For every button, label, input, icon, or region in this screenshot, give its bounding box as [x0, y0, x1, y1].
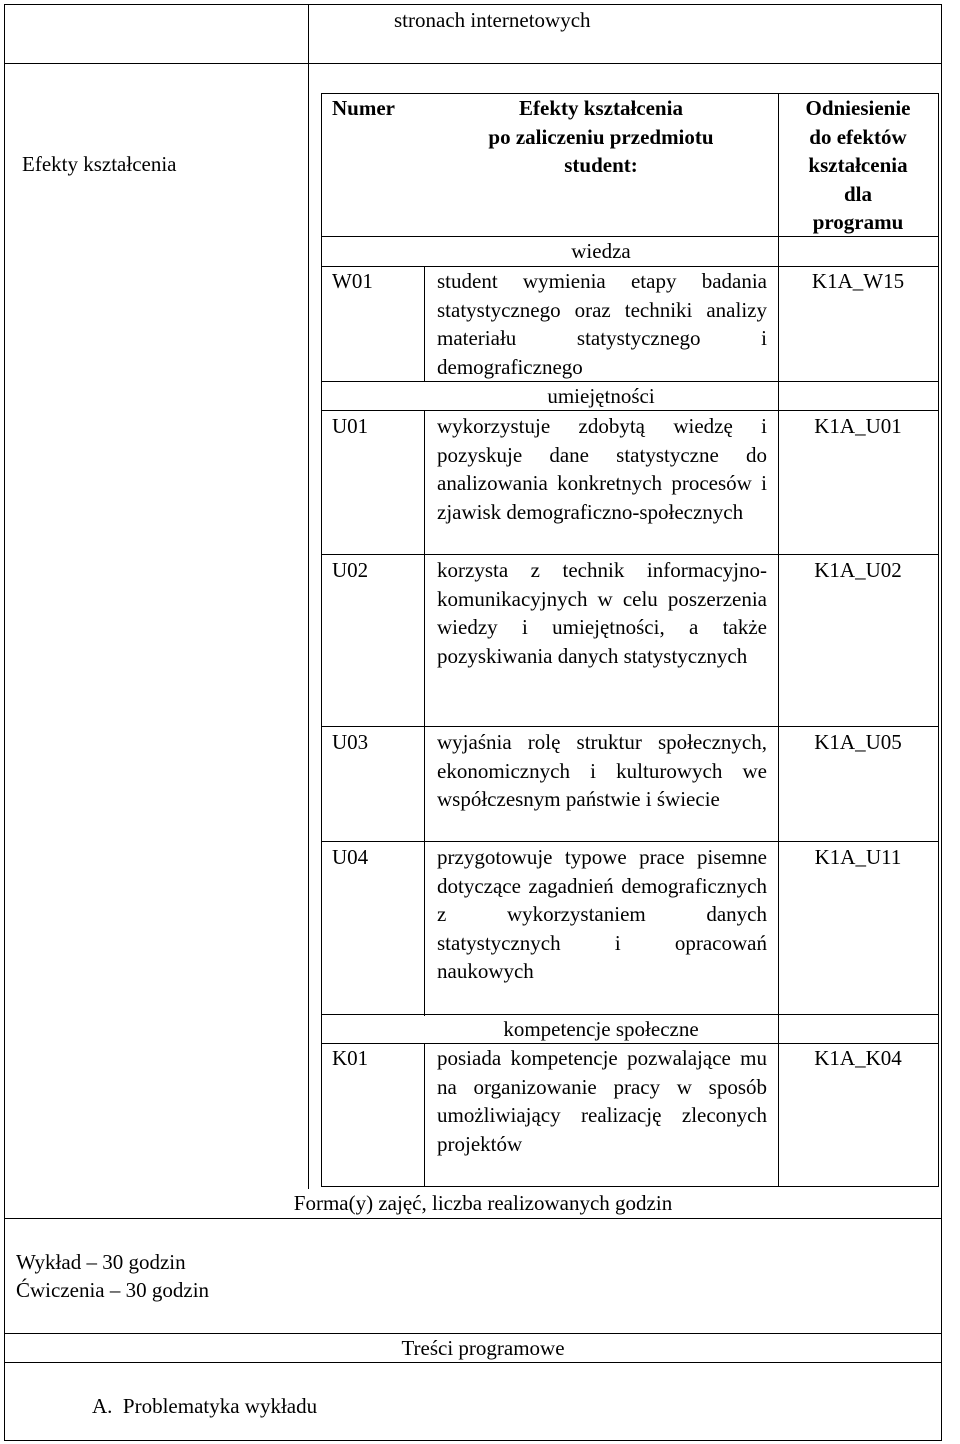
row-effect-text: korzysta z technik informacyjno-komunikacyjnych w celu poszerzenia wiedzy i umiejętności, a także pozyskiwania danych statystycznych — [437, 558, 767, 668]
inner-border-right — [938, 93, 939, 1187]
outer-border-left — [4, 4, 5, 1441]
inner-column-divider — [778, 93, 779, 1187]
row-reference: K1A_U01 — [814, 414, 902, 438]
row-effect-text: wykorzystuje zdobytą wiedzę i pozyskuje dane statystyczne do analizowania konkretnych procesów i zjawisk demograficzno-społecznych — [437, 414, 767, 524]
top-row-text: stronach internetowych — [394, 8, 591, 32]
row-effect-text: wyjaśnia rolę struktur społecznych, ekonomicznych i kulturowych we współczesnym państwie i świecie — [437, 730, 767, 812]
hours-lecture: Wykład – 30 godzin — [16, 1250, 186, 1274]
forms-heading: Forma(y) zajęć, liczba realizowanych godzin — [293, 1191, 673, 1215]
outer-border-bottom — [4, 1440, 942, 1441]
outer-border-right — [941, 4, 942, 1441]
inner-row-line — [321, 841, 939, 842]
inner-border-left — [321, 93, 322, 1187]
row-reference: K1A_K04 — [814, 1046, 902, 1070]
outer-column-divider — [308, 4, 309, 1189]
row-effect-text: posiada kompetencje pozwalające mu na organizowanie pracy w sposób umożliwiający realizację zleconych projektów — [437, 1046, 767, 1156]
row-effect-text: student wymienia etapy badania statystycznego oraz techniki analizy materiału statystycznego i demograficznego — [437, 269, 767, 379]
effects-label: Efekty kształcenia — [22, 152, 177, 176]
inner-column-divider — [424, 266, 425, 382]
inner-row-line — [321, 554, 939, 555]
inner-column-divider — [424, 1043, 425, 1187]
outer-border-top — [4, 4, 942, 5]
content-heading: Treści programowe — [401, 1336, 565, 1360]
outer-row-line — [4, 1218, 942, 1219]
row-reference: K1A_W15 — [811, 269, 905, 293]
section-title-social-competences: kompetencje społeczne — [503, 1017, 699, 1041]
section-title-skills: umiejętności — [547, 384, 655, 408]
row-id: U01 — [332, 414, 369, 438]
outer-row-line — [4, 63, 942, 64]
inner-column-divider — [424, 410, 425, 1016]
row-reference: K1A_U11 — [814, 845, 902, 869]
row-effect-text: przygotowuje typowe prace pisemne dotyczące zagadnień demograficznych z wykorzystaniem danych statystycznych i opracowań naukowych — [437, 845, 767, 984]
inner-row-line — [321, 726, 939, 727]
section-title-knowledge: wiedza — [571, 239, 631, 263]
header-effects: Efekty kształcenia po zaliczeniu przedmiotu student: — [488, 96, 714, 178]
hours-exercises: Ćwiczenia – 30 godzin — [16, 1278, 210, 1302]
row-id: U04 — [332, 845, 369, 869]
row-id: K01 — [332, 1046, 369, 1070]
row-id: W01 — [332, 269, 373, 293]
inner-border-bottom — [321, 1186, 939, 1187]
header-reference: Odniesienie do efektów kształcenia dla programu — [805, 96, 911, 235]
row-reference: K1A_U05 — [814, 730, 902, 754]
row-reference: K1A_U02 — [814, 558, 902, 582]
row-id: U02 — [332, 558, 369, 582]
header-number: Numer — [332, 96, 395, 120]
lecture-topics-heading: A. Problematyka wykładu — [92, 1394, 318, 1418]
row-id: U03 — [332, 730, 369, 754]
